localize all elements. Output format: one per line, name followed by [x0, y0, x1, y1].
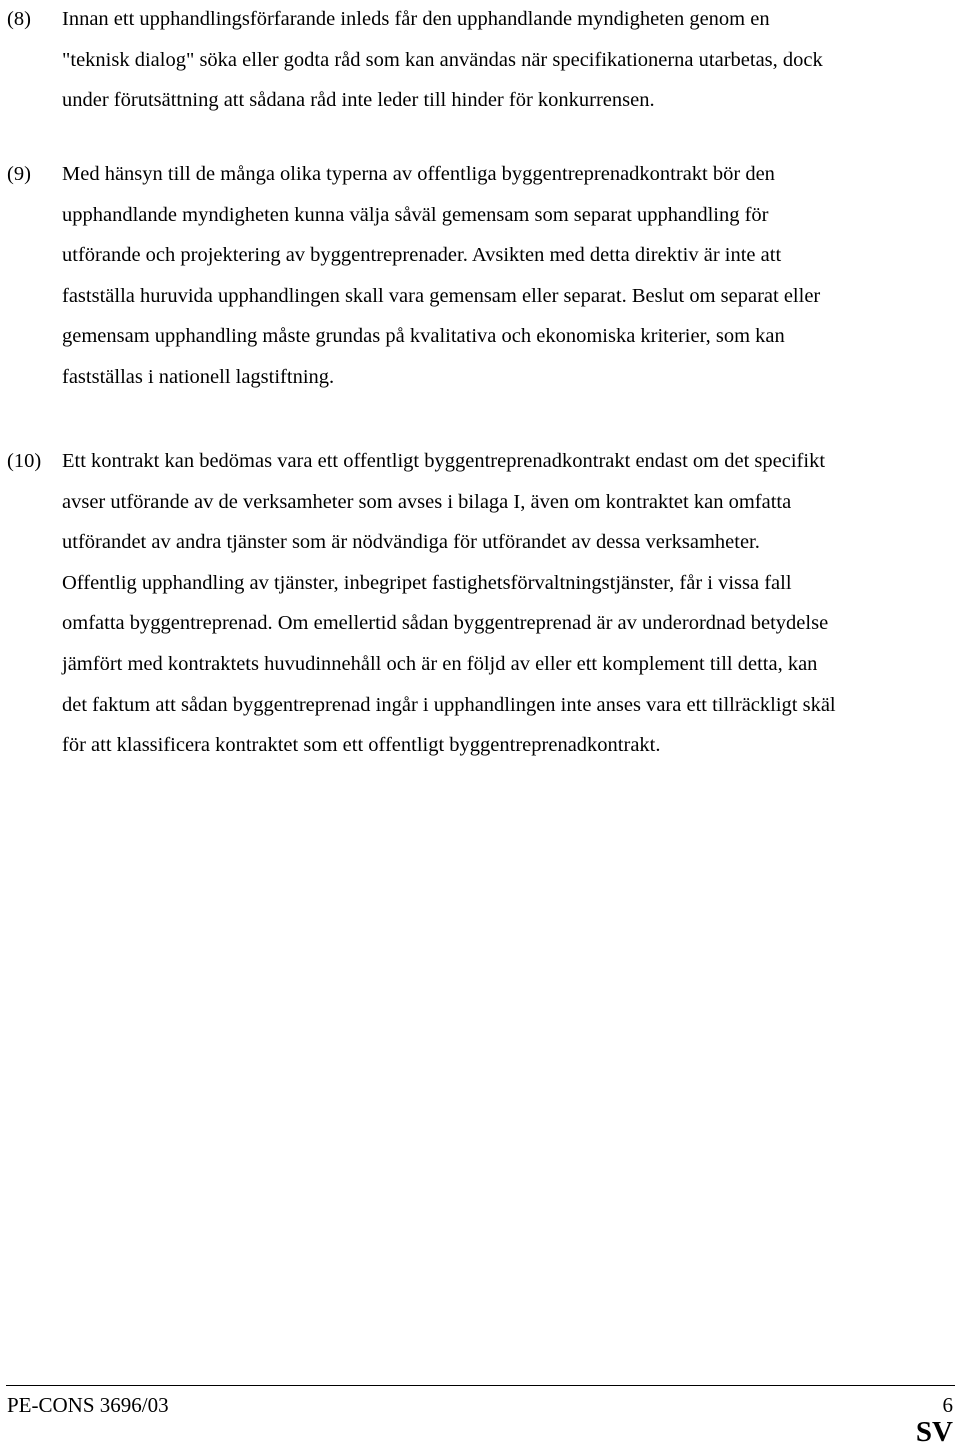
paragraph-number: (9) [7, 163, 31, 185]
paragraph-number: (8) [7, 8, 31, 30]
footer-language-code: SV [915, 1416, 953, 1448]
footer-page-number: 6 [942, 1393, 953, 1417]
footer-document-reference: PE-CONS 3696/03 [7, 1393, 169, 1417]
paragraph-text: Innan ett upphandlingsförfarande inleds får den upphandlande myndigheten genom en "teknisk dialog" söka eller godta råd som kan användas när specifikationerna utarbetas, dock under förutsättning att sådana råd inte leder till hinder för konkurrensen. [62, 8, 823, 112]
footer-divider [6, 1385, 955, 1386]
paragraph-number: (10) [7, 450, 42, 472]
paragraph-text: Med hänsyn till de många olika typerna av offentliga byggentreprenadkontrakt bör den upphandlande myndigheten kunna välja såväl gemensam som separat upphandling för utförande och projektering av byggentreprenader. Avsikten med detta direktiv är inte att fastställa huruvida upphandlingen skall vara gemensam eller separat. Beslut om separat eller gemensam upphandling måste grundas på kvalitativa och ekonomiska kriterier, som kan fastställas i nationell lagstiftning. [62, 163, 821, 388]
paragraph-text: Ett kontrakt kan bedömas vara ett offentligt byggentreprenadkontrakt endast om det specifikt avser utförande av de verksamheter som avses i bilaga I, även om kontraktet kan omfatta utförandet av andra tjänster som är nödvändiga för utförandet av dessa verksamheter. Offentlig upphandling av tjänster, inbegripet fastighetsförvaltningstjänster, får i vissa fall omfatta byggentreprenad. Om emellertid sådan byggentreprenad är av underordnad betydelse jämfört med kontraktets huvudinnehåll och är en följd av eller ett komplement till detta, kan det faktum att sådan byggentreprenad ingår i upphandlingen inte anses vara ett tillräckligt skäl för att klassificera kontraktet som ett offentligt byggentreprenadkontrakt. [62, 450, 836, 757]
